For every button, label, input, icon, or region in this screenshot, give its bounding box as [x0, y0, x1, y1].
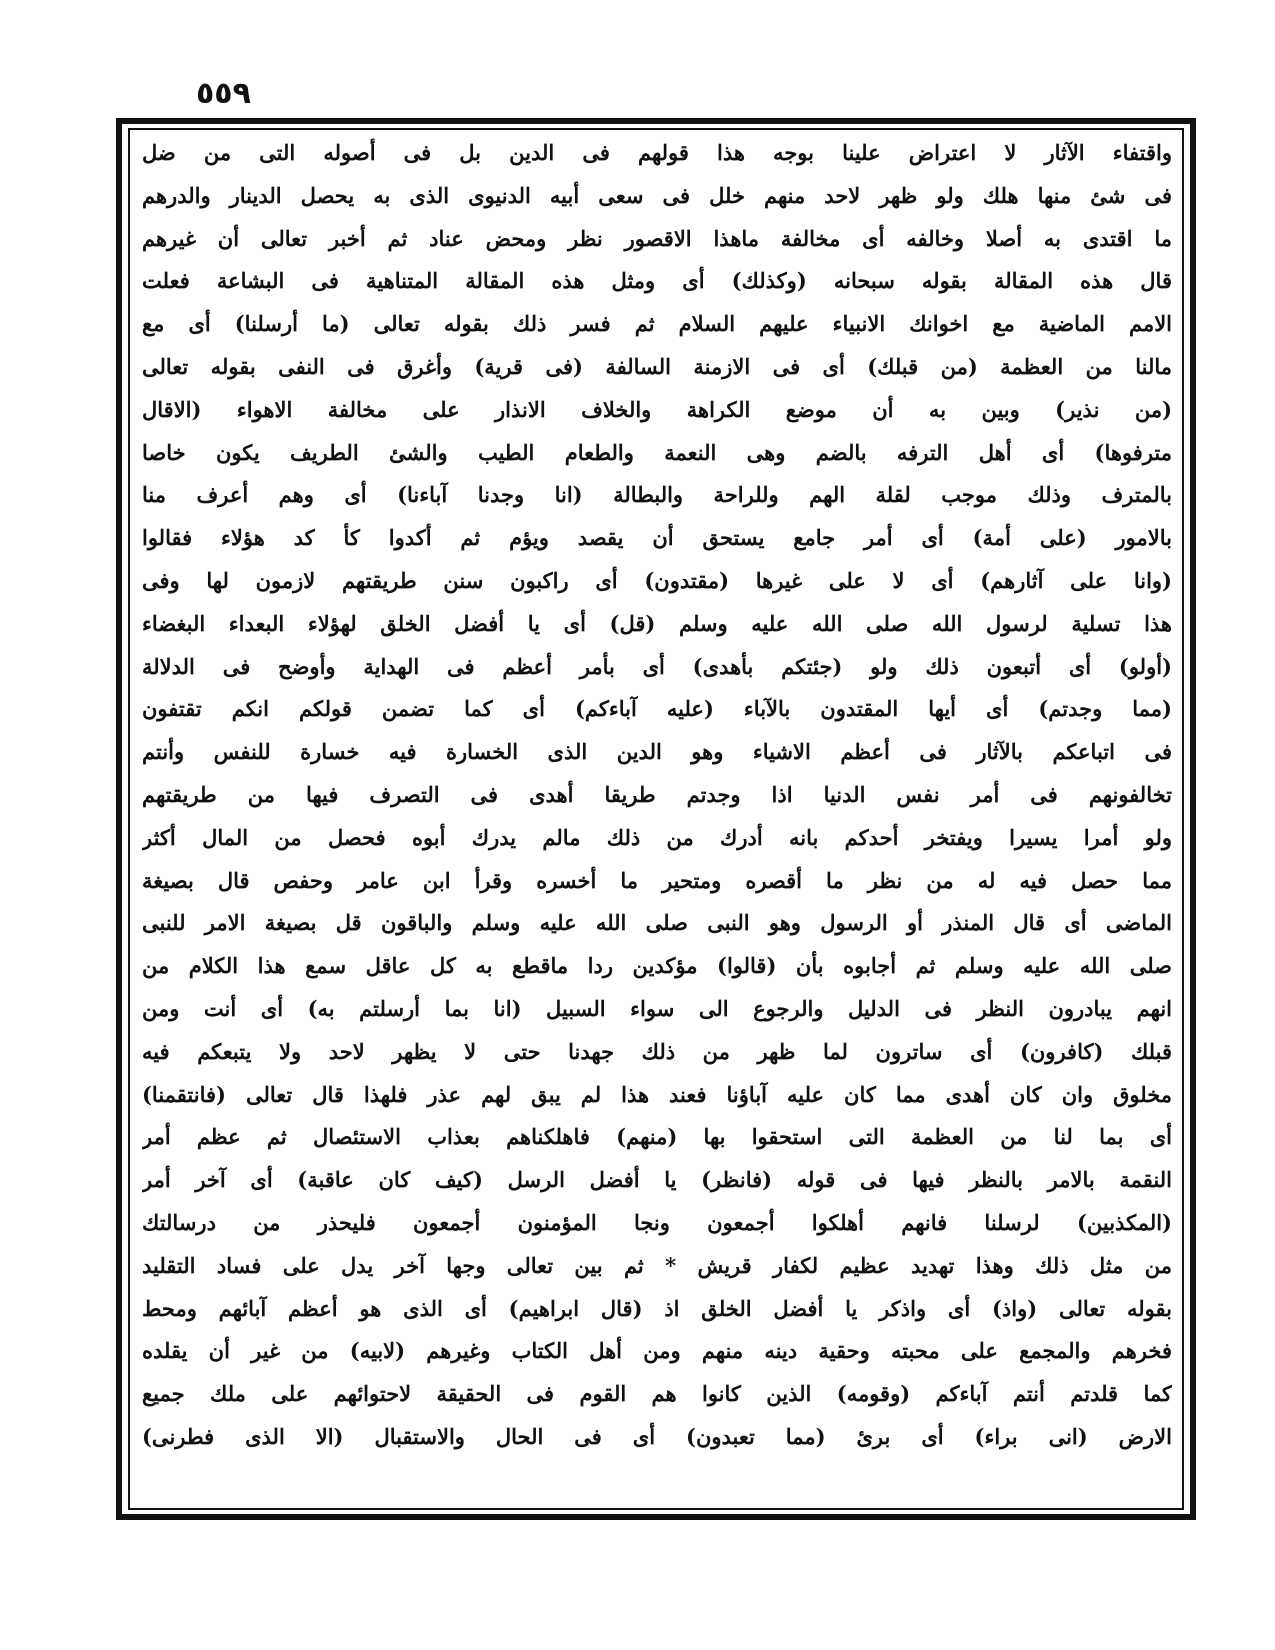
text-line: صلى الله عليه وسلم ثم أجابوه بأن (قالوا) مؤكدين ردا ماقطع به كل عاقل سمع هذا الكلام من: [142, 953, 1172, 979]
text-line: أى بما لنا من العظمة التى استحقوا بها (منهم) فاهلكناهم بعذاب الاستئصال ثم عظم أمر: [142, 1124, 1172, 1150]
text-line: من مثل ذلك وهذا تهديد عظيم لكفار قريش * ثم بين تعالى وجها آخر يدل على فساد التقليد: [142, 1252, 1172, 1278]
text-line: الارض (انى براء) أى برئ (مما تعبدون) أى فى الحال والاستقبال (الا الذى فطرنى): [142, 1423, 1172, 1449]
text-line: بقوله تعالى (واذ) أى واذكر يا أفضل الخلق اذ (قال ابراهيم) أى الذى هو أعظم آبائهم ومحط: [142, 1295, 1172, 1321]
text-line: مالنا من العظمة (من قبلك) أى فى الازمنة السالفة (فى قرية) وأغرق فى النفى بقوله تعالى: [142, 353, 1172, 379]
text-line: مترفوها) أى أهل الترفه بالضم وهى النعمة والطعام الطيب والشئ الطريف يكون خاصا: [142, 439, 1172, 465]
text-line: مخلوق وان كان أهدى مما كان عليه آباؤنا فعند هذا لم يبق لهم عذر فلهذا قال تعالى (فانتقمنا): [142, 1081, 1172, 1107]
text-line: فى اتباعكم بالآثار فى أعظم الاشياء وهو الدين الذى الخسارة فيه خسارة للنفس وأنتم: [142, 739, 1172, 765]
text-line: واقتفاء الآثار لا اعتراض علينا بوجه هذا قولهم فى الدين بل فى أصوله التى من ضل: [142, 140, 1172, 165]
text-line: (من نذير) وبين به أن موضع الكراهة والخلاف الانذار على مخالفة الاهواء (الاقال: [142, 396, 1172, 422]
text-line: (أولو) أى أتبعون ذلك ولو (جئتكم بأهدى) أى بأمر أعظم فى الهداية وأوضح فى الدلالة: [142, 653, 1172, 679]
text-line: (المكذبين) لرسلنا فانهم أهلكوا أجمعون ونجا المؤمنون أجمعون فليحذر من درسالتك: [142, 1209, 1172, 1235]
text-line: (مما وجدتم) أى أيها المقتدون بالآباء (عليه آباءكم) أى كما تضمن قولكم انكم تقتفون: [142, 696, 1172, 722]
text-line: فى شئ منها هلك ولو ظهر لاحد منهم خلل فى سعى أبيه الدنيوى الذى به يحصل الدينار والدرهم: [142, 182, 1172, 208]
text-line: النقمة بالامر بالنظر فيها فى قوله (فانظر) يا أفضل الرسل (كيف كان عاقبة) أى آخر أمر: [142, 1167, 1172, 1193]
text-line: الماضى أى قال المنذر أو الرسول وهو النبى صلى الله عليه وسلم والباقون قل بصيغة الامر للنبى: [142, 910, 1172, 936]
text-line: هذا تسلية لرسول الله صلى الله عليه وسلم (قل) أى يا أفضل الخلق لهؤلاء البعداء البغضاء: [142, 610, 1172, 636]
text-line: (وانا على آثارهم) أى لا على غيرها (مقتدون) أى راكبون سنن طريقتهم لازمون لها وفى: [142, 567, 1172, 593]
text-line: الامم الماضية مع اخوانك الانبياء عليهم السلام ثم فسر ذلك بقوله تعالى (ما أرسلنا) أى مع: [142, 311, 1172, 337]
text-line: بالمترف وذلك موجب لقلة الهم وللراحة والبطالة (انا وجدنا آباءنا) أى وهم أعرف منا: [142, 482, 1172, 508]
page-number: ٥٥٩: [196, 76, 251, 111]
text-line: بالامور (على أمة) أى أمر جامع يستحق أن يقصد ويؤم ثم أكدوا كأ كد هؤلاء فقالوا: [142, 525, 1172, 551]
text-line: قبلك (كافرون) أى ساترون لما ظهر من ذلك جهدنا حتى لا يظهر لاحد ولا يتبعكم فيه: [142, 1038, 1172, 1064]
text-line: انهم يبادرون النظر فى الدليل والرجوع الى سواء السبيل (انا بما أرسلتم به) أى أنت ومن: [142, 995, 1172, 1021]
text-line: قال هذه المقالة بقوله سبحانه (وكذلك) أى ومثل هذه المقالة المتناهية فى البشاعة فعلت: [142, 268, 1172, 294]
text-line: تخالفونهم فى أمر نفس الدنيا اذا وجدتم طريقا أهدى فى التصرف فيها من طريقتهم: [142, 781, 1172, 807]
body-text: [142, 132, 1172, 1504]
text-line: مما حصل فيه له من نظر ما أقصره ومتحير ما أخسره وقرأ ابن عامر وحفص قال بصيغة: [142, 867, 1172, 893]
text-line: ما اقتدى به أصلا وخالفه أى مخالفة ماهذا الاقصور نظر ومحض عناد ثم أخبر تعالى أن غيرهم: [142, 225, 1172, 251]
text-line: فخرهم والمجمع على محبته وحقية دينه منهم ومن أهل الكتاب وغيرهم (لابيه) من غير أن يقلده: [142, 1338, 1172, 1364]
text-line: ولو أمرا يسيرا ويفتخر أحدكم بانه أدرك من ذلك مالم يدرك أبوه فحصل من المال أكثر: [142, 824, 1172, 850]
text-line: كما قلدتم أنتم آباءكم (وقومه) الذين كانوا هم القوم فى الحقيقة لاحتوائهم على ملك جميع: [142, 1381, 1172, 1407]
